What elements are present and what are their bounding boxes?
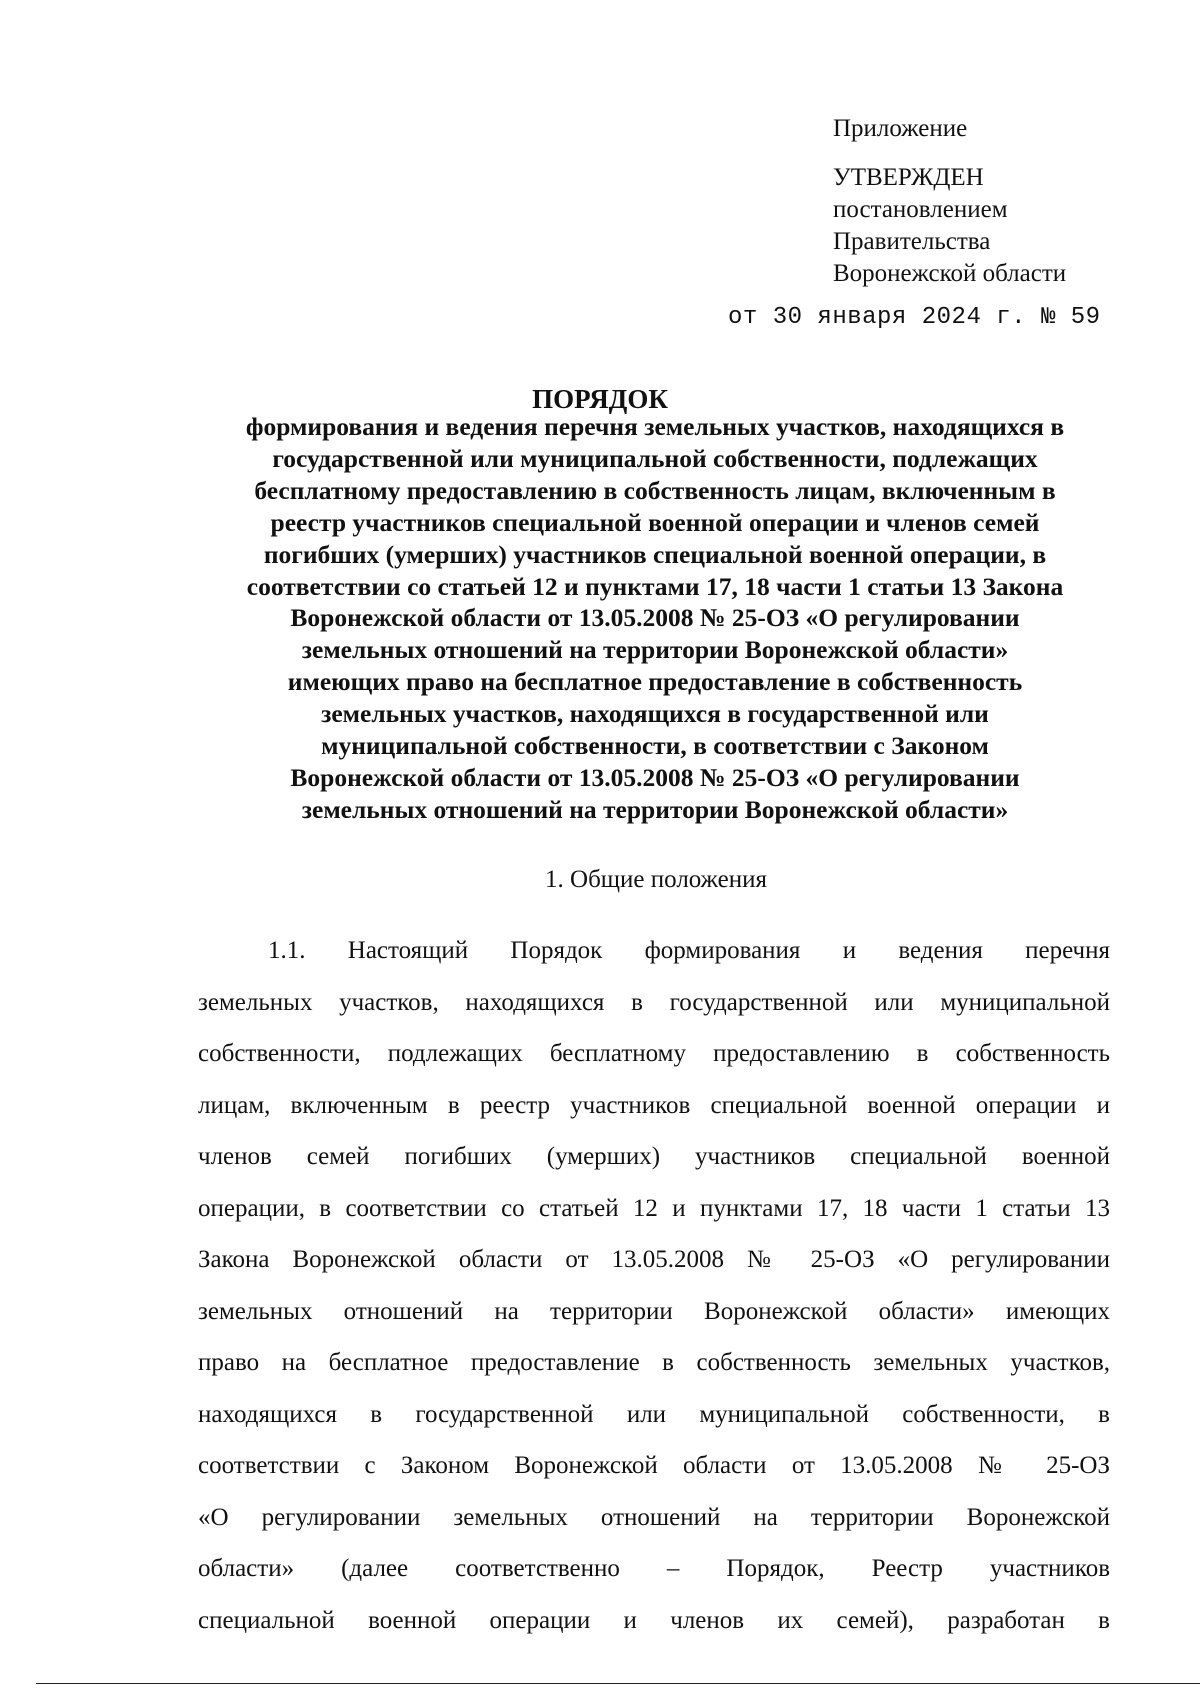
appendix-label: Приложение [833, 115, 968, 142]
paragraph-line: земельных участков, находящихся в государственной или муниципальной [198, 988, 1110, 1016]
paragraph-line: специальной военной операции и членов их семей), разработан в [198, 1606, 1110, 1634]
subtitle-line: бесплатному предоставлению в собственность лицам, включенным в [254, 475, 1056, 505]
approval-line: Воронежской области [833, 260, 1067, 287]
paragraph-line: области» (далее соответственно – Порядок, Реестр участников [198, 1555, 1110, 1582]
paragraph-line: «О регулировании земельных отношений на территории Воронежской [198, 1503, 1110, 1531]
subtitle-line: имеющих право на бесплатное предоставление в собственность [287, 667, 1023, 697]
subtitle-line: земельных отношений на территории Воронежской области» [301, 635, 1009, 665]
subtitle-line: земельных участков, находящихся в государственной или [321, 699, 989, 729]
document-subtitle [198, 411, 1112, 826]
subtitle-line: погибших (умерших) участников специальной военной операции, в [263, 539, 1047, 569]
paragraph-line: право на бесплатное предоставление в собственность земельных участков, [198, 1349, 1110, 1376]
paragraph-line: соответствии с Законом Воронежской области от 13.05.2008 № 25-ОЗ [198, 1452, 1110, 1479]
subtitle-line: земельных отношений на территории Воронежской области» [301, 794, 1009, 824]
approval-line: постановлением [833, 196, 1008, 223]
approval-date-number: от 30 января 2024 г. № 59 [728, 304, 1101, 331]
subtitle-line: Воронежской области от 13.05.2008 № 25-ОЗ «О регулировании [290, 603, 1020, 633]
paragraph-line: Закона Воронежской области от 13.05.2008 № 25-ОЗ «О регулировании [198, 1246, 1110, 1273]
paragraph-1-1 [198, 925, 1110, 1646]
subtitle-line: государственной или муниципальной собственности, подлежащих [272, 443, 1038, 473]
footer-divider [36, 1683, 1200, 1684]
approved-label: УТВЕРЖДЕН [833, 164, 984, 191]
document-title: ПОРЯДОК [532, 384, 668, 414]
subtitle-line: муниципальной собственности, в соответствии с Законом [321, 731, 989, 761]
paragraph-line: лицам, включенным в реестр участников специальной военной операции и [198, 1091, 1110, 1119]
section-heading: 1. Общие положения [545, 866, 767, 893]
paragraph-line: операции, в соответствии со статьей 12 и пунктами 17, 18 части 1 статьи 13 [198, 1194, 1110, 1222]
approval-line: Правительства [833, 228, 991, 255]
paragraph-line: находящихся в государственной или муниципальной собственности, в [198, 1400, 1110, 1428]
paragraph-line: 1.1. Настоящий Порядок формирования и ведения перечня [268, 937, 1110, 964]
approval-block [728, 113, 1101, 331]
paragraph-line: собственности, подлежащих бесплатному предоставлению в собственность [198, 1040, 1110, 1067]
subtitle-line: формирования и ведения перечня земельных участков, находящихся в [245, 412, 1065, 441]
subtitle-line: Воронежской области от 13.05.2008 № 25-ОЗ «О регулировании [290, 762, 1020, 792]
subtitle-line: реестр участников специальной военной операции и членов семей [270, 507, 1040, 537]
paragraph-line: членов семей погибших (умерших) участников специальной военной [198, 1143, 1110, 1170]
subtitle-line: соответствии со статьей 12 и пунктами 17, 18 части 1 статьи 13 Закона [246, 571, 1064, 601]
paragraph-line: земельных отношений на территории Воронежской области» имеющих [198, 1297, 1110, 1325]
